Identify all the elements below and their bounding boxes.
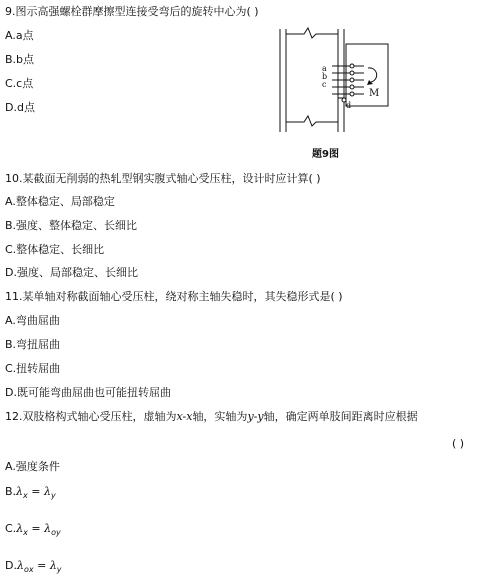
label-c: c bbox=[322, 80, 327, 89]
q9-option-b: B.b点 bbox=[5, 53, 35, 66]
lambda-symbol: λ bbox=[16, 559, 24, 572]
q12-stem bbox=[5, 410, 418, 424]
lambda-symbol: λ bbox=[49, 559, 57, 572]
bolt-icon bbox=[350, 85, 354, 89]
q10-option-a: A.整体稳定、局部稳定 bbox=[5, 195, 115, 208]
q9-option-a: A.a点 bbox=[5, 29, 34, 42]
q9-option-d: D.d点 bbox=[5, 101, 35, 114]
q10-stem: 10.某截面无削弱的热轧型钢实腹式轴心受压柱，设计时应计算( ) bbox=[5, 172, 321, 185]
bolt-icon bbox=[350, 71, 354, 75]
q12-option-a: A.强度条件 bbox=[5, 460, 60, 473]
equals-sign: = bbox=[27, 485, 44, 498]
moment-label: M bbox=[369, 88, 380, 99]
lambda-symbol: λ bbox=[43, 485, 51, 498]
q9-option-c: C.c点 bbox=[5, 77, 34, 90]
lambda-subscript: y bbox=[50, 491, 56, 500]
q11-option-d: D.既可能弯曲屈曲也可能扭转屈曲 bbox=[5, 386, 171, 399]
bolt-icon bbox=[350, 78, 354, 82]
q12-option-b-prefix: B. bbox=[5, 485, 17, 498]
lambda-symbol: λ bbox=[16, 522, 24, 535]
q11-stem: 11.某单轴对称截面轴心受压柱，绕对称主轴失稳时，其失稳形式是( ) bbox=[5, 290, 343, 303]
q10-option-b: B.强度、整体稳定、长细比 bbox=[5, 219, 138, 232]
break-line-top bbox=[286, 28, 338, 38]
q9-stem: 9.图示高强螺栓群摩擦型连接受弯后的旋转中心为( ) bbox=[5, 5, 259, 18]
figure-caption: 题9图 bbox=[312, 149, 339, 160]
moment-arrow bbox=[368, 68, 377, 82]
lambda-subscript: oy bbox=[51, 528, 61, 537]
q12-answer-paren: ( ) bbox=[452, 437, 465, 450]
lambda-symbol: λ bbox=[44, 522, 52, 535]
moment-arrowhead bbox=[367, 80, 373, 85]
label-b: b bbox=[322, 72, 328, 81]
lambda-subscript: x bbox=[23, 528, 28, 537]
q12-option-c bbox=[5, 522, 61, 540]
q10-option-c: C.整体稳定、长细比 bbox=[5, 243, 105, 256]
q11-option-b: B.弯扭屈曲 bbox=[5, 338, 61, 351]
q12-option-b bbox=[5, 485, 56, 503]
lambda-subscript: ox bbox=[23, 565, 34, 574]
bolt-icon bbox=[350, 64, 354, 68]
lambda-symbol: λ bbox=[16, 485, 24, 498]
q12-option-d bbox=[5, 559, 62, 577]
bolt-group-figure bbox=[272, 24, 398, 162]
lambda-subscript: y bbox=[56, 565, 62, 574]
equals-sign: = bbox=[27, 522, 45, 535]
label-d: d bbox=[346, 101, 352, 110]
q12-stem-part1: 12.双肢格构式轴心受压柱，虚轴为 bbox=[5, 410, 177, 423]
q11-option-a: A.弯曲屈曲 bbox=[5, 314, 60, 327]
q12-stem-part2: 轴，实轴为 bbox=[192, 410, 248, 423]
equals-sign: = bbox=[33, 559, 50, 572]
bolt-icon bbox=[350, 92, 354, 96]
q10-option-d: D.强度、局部稳定、长细比 bbox=[5, 266, 138, 279]
q12-option-d-prefix: D. bbox=[5, 559, 17, 572]
q11-option-c: C.扭转屈曲 bbox=[5, 362, 61, 375]
q12-option-c-prefix: C. bbox=[5, 522, 17, 535]
label-a: a bbox=[322, 64, 327, 73]
q12-virtual-axis: x-x bbox=[176, 410, 193, 423]
break-line-bottom bbox=[286, 116, 338, 126]
q12-stem-part3: 轴，确定两单肢间距离时应根据 bbox=[263, 410, 418, 423]
q12-real-axis: y-y bbox=[247, 410, 264, 423]
lambda-subscript: x bbox=[23, 491, 28, 500]
